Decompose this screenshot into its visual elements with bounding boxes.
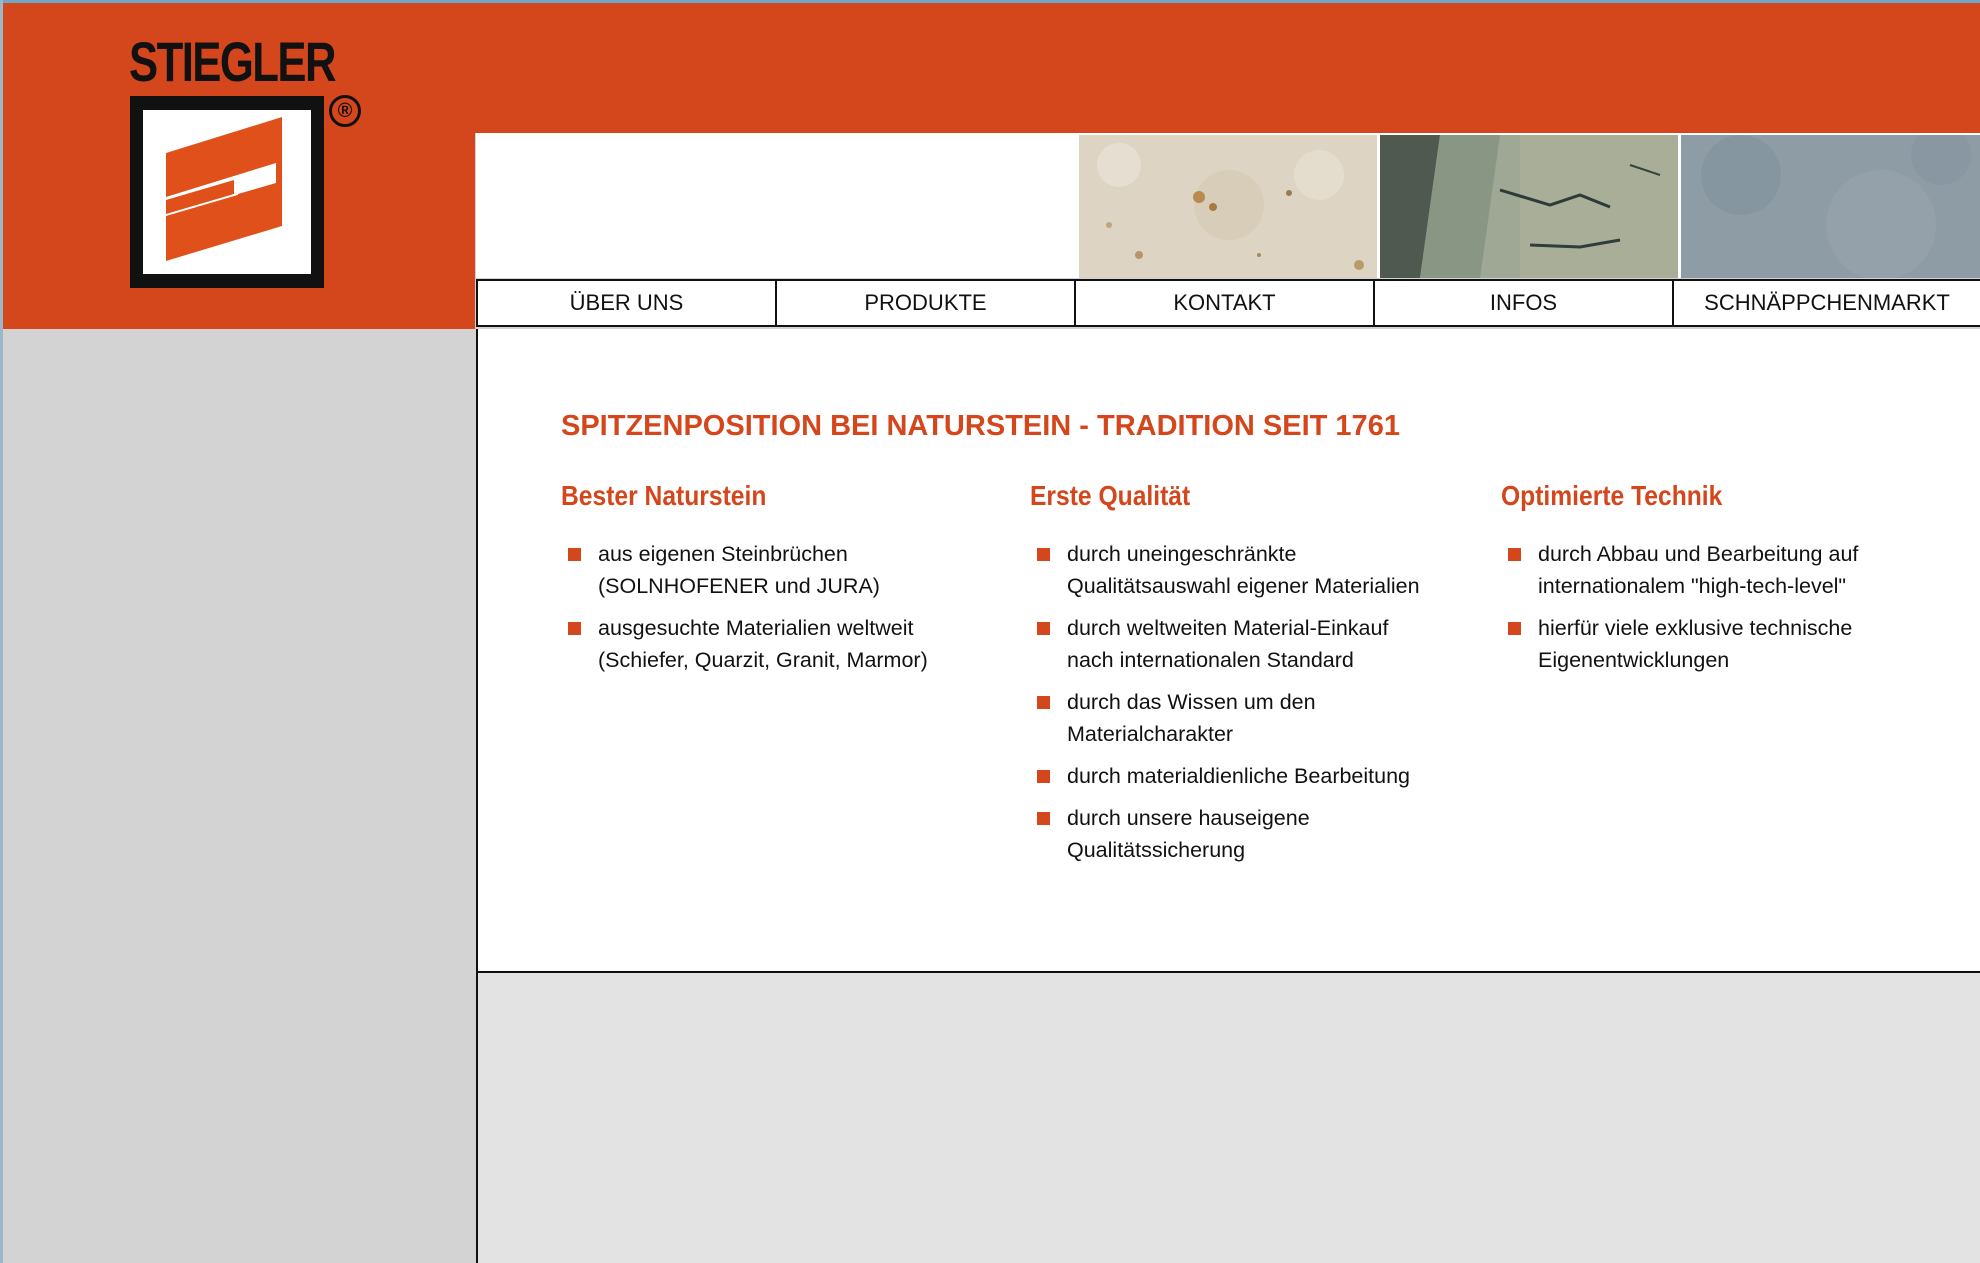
logo-s-icon: [130, 96, 324, 288]
column-title: Erste Qualität: [1030, 480, 1191, 511]
bullet-square-icon: [568, 622, 581, 635]
bullet-square-icon: [1508, 548, 1521, 561]
content-panel: [476, 329, 1980, 973]
stone-image-bluestone: [1681, 135, 1980, 278]
list-item: durch weltweiten Material-Einkauf nach internationalen Standard: [1030, 612, 1470, 676]
bullet-square-icon: [1508, 622, 1521, 635]
column-optimierte-technik: [1501, 480, 1921, 686]
registered-mark: ®: [329, 95, 361, 127]
column-title: Bester Naturstein: [561, 480, 767, 511]
nav-item-ueber-uns[interactable]: ÜBER UNS: [476, 281, 775, 325]
list-item: durch materialdienliche Bearbeitung: [1030, 760, 1470, 792]
bullet-square-icon: [1037, 548, 1050, 561]
nav-item-kontakt[interactable]: KONTAKT: [1074, 281, 1373, 325]
list-item: durch Abbau und Bearbeitung auf internationalem "high-tech-level": [1501, 538, 1921, 602]
list-item: durch das Wissen um den Materialcharakter: [1030, 686, 1470, 750]
bullet-square-icon: [1037, 696, 1050, 709]
footer-area: [476, 973, 1980, 1263]
bullet-square-icon: [568, 548, 581, 561]
stone-image-limestone: [1079, 135, 1377, 278]
logo-wordmark: STIEGLER: [129, 30, 335, 93]
list-item: hierfür viele exklusive technische Eigenentwicklungen: [1501, 612, 1921, 676]
page-title: SPITZENPOSITION BEI NATURSTEIN - TRADITION SEIT 1761: [561, 410, 1400, 442]
list-item: durch unsere hauseigene Qualitätssicherung: [1030, 802, 1470, 866]
column-bester-naturstein: [561, 480, 1001, 686]
nav-item-schnaeppchenmarkt[interactable]: SCHNÄPPCHENMARKT: [1672, 281, 1980, 325]
bullet-square-icon: [1037, 622, 1050, 635]
bullet-square-icon: [1037, 812, 1050, 825]
stone-image-slate: [1380, 135, 1678, 278]
column-erste-qualitaet: [1030, 480, 1470, 876]
list-item: aus eigenen Steinbrüchen (SOLNHOFENER und JURA): [561, 538, 1001, 602]
list-item: ausgesuchte Materialien weltweit (Schiefer, Quarzit, Granit, Marmor): [561, 612, 1001, 676]
column-title: Optimierte Technik: [1501, 480, 1723, 511]
main-navigation: [476, 279, 1980, 327]
bullet-square-icon: [1037, 770, 1050, 783]
nav-item-produkte[interactable]: PRODUKTE: [775, 281, 1074, 325]
list-item: durch uneingeschränkte Qualitätsauswahl eigener Materialien: [1030, 538, 1470, 602]
nav-item-infos[interactable]: INFOS: [1373, 281, 1672, 325]
